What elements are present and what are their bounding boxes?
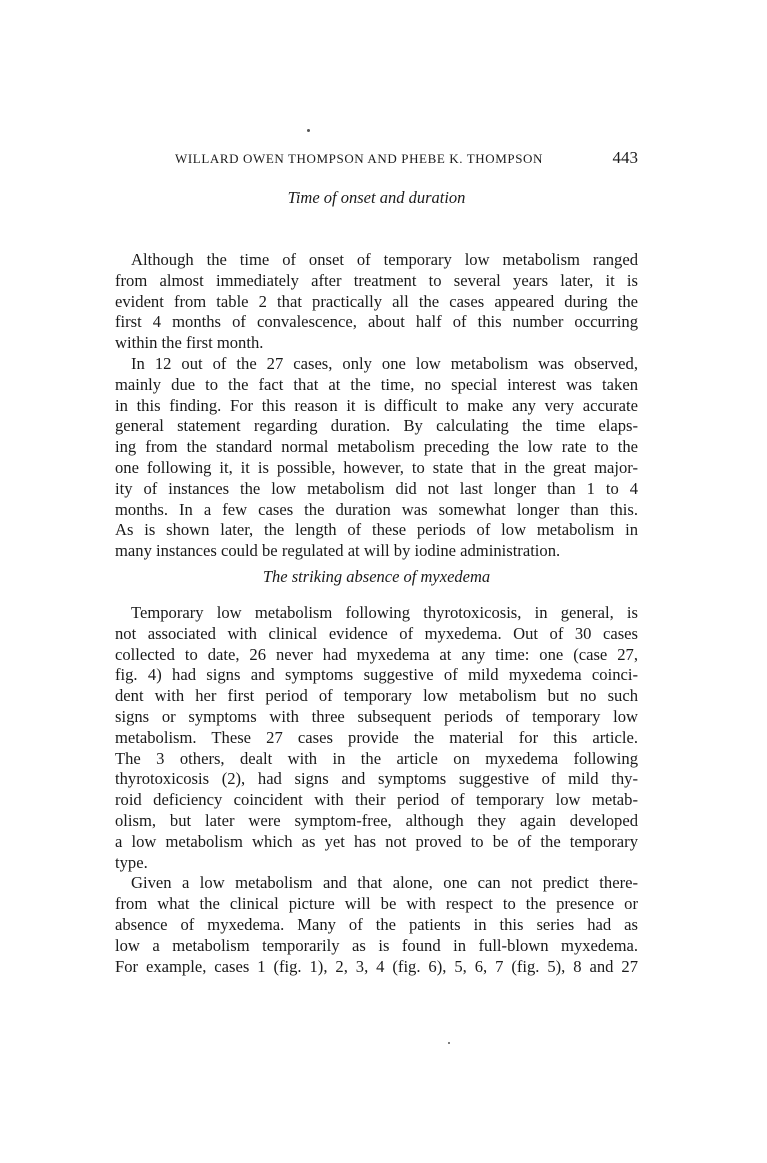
- page-header: [115, 148, 638, 170]
- text-line: first 4 months of convalescence, about half of this number occurring: [115, 312, 638, 332]
- text-line: from what the clinical picture will be with respect to the presence or: [115, 894, 638, 914]
- text-line: not associated with clinical evidence of myxedema. Out of 30 cases: [115, 623, 638, 643]
- paragraph: [115, 603, 638, 977]
- text-line: Given a low metabolism and that alone, one can not predict there-: [131, 873, 638, 893]
- ink-speck: [307, 129, 310, 132]
- text-line: one following it, it is possible, however, to state that in the great major-: [115, 457, 638, 477]
- section-heading: Time of onset and duration: [287, 188, 466, 207]
- text-line: For example, cases 1 (fig. 1), 2, 3, 4 (fig. 6), 5, 6, 7 (fig. 5), 8 and 27: [115, 956, 638, 976]
- text-line: absence of myxedema. Many of the patients in this series had as: [115, 914, 638, 934]
- text-line: many instances could be regulated at will by iodine administration.: [115, 541, 561, 561]
- text-line: The 3 others, dealt with in the article on myxedema following: [115, 748, 638, 768]
- text-line: ity of instances the low metabolism did not last longer than 1 to 4: [115, 478, 638, 498]
- text-line: thyrotoxicosis (2), had signs and symptoms suggestive of mild thy-: [115, 769, 638, 789]
- text-line: in this finding. For this reason it is difficult to make any very accurate: [115, 395, 638, 415]
- text-line: dent with her first period of temporary low metabolism but no such: [115, 686, 638, 706]
- running-head: WILLARD OWEN THOMPSON AND PHEBE K. THOMPSON: [175, 151, 544, 166]
- text-line: a low metabolism which as yet has not proved to be of the temporary: [115, 831, 638, 851]
- text-line: fig. 4) had signs and symptoms suggestive of mild myxedema coinci-: [115, 665, 638, 685]
- text-line: general statement regarding duration. By calculating the time elaps-: [115, 416, 638, 436]
- text-line: from almost immediately after treatment to several years later, it is: [115, 270, 638, 290]
- text-line: ing from the standard normal metabolism preceding the low rate to the: [115, 437, 638, 457]
- text-line: signs or symptoms with three subsequent periods of temporary low: [115, 706, 638, 726]
- text-line: within the first month.: [115, 333, 264, 353]
- text-line: In 12 out of the 27 cases, only one low metabolism was observed,: [131, 353, 638, 373]
- text-line: Temporary low metabolism following thyrotoxicosis, in general, is: [131, 603, 638, 622]
- text-line: Although the time of onset of temporary low metabolism ranged: [131, 250, 638, 269]
- text-line: low a metabolism temporarily as is found in full-blown myxedema.: [115, 935, 638, 955]
- text-line: roid deficiency coincident with their period of temporary low metab-: [115, 790, 638, 810]
- text-line: months. In a few cases the duration was somewhat longer than this.: [115, 499, 638, 519]
- text-line: As is shown later, the length of these periods of low metabolism in: [115, 520, 638, 540]
- ink-speck: [448, 1042, 450, 1044]
- text-line: metabolism. These 27 cases provide the material for this article.: [115, 727, 638, 747]
- text-line: collected to date, 26 never had myxedema at any time: one (case 27,: [115, 644, 638, 664]
- page-number: 443: [612, 148, 638, 167]
- text-line: mainly due to the fact that at the time, no special interest was taken: [115, 374, 638, 394]
- paragraph: [115, 250, 638, 562]
- text-line: type.: [115, 852, 148, 872]
- text-line: olism, but later were symptom-free, although they again developed: [115, 810, 638, 830]
- section-heading: The striking absence of myxedema: [262, 567, 491, 586]
- text-line: evident from table 2 that practically all the cases appeared during the: [115, 291, 638, 311]
